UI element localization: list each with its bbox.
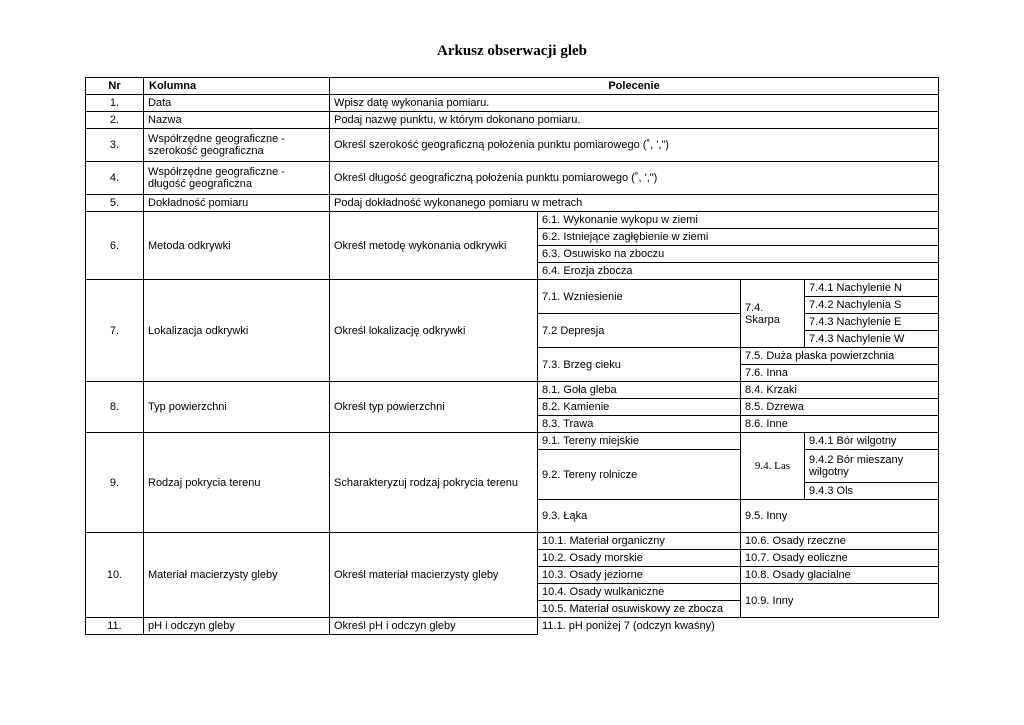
option-cell: 7.1. Wzniesienie — [538, 280, 741, 314]
row-instruction: Określ metodę wykonania odkrywki — [330, 212, 538, 280]
row-instruction: Określ szerokość geograficzną położenia punktu pomiarowego (˚, ',") — [330, 129, 939, 162]
option-cell: 9.3. Łąka — [538, 500, 741, 533]
option-cell: 8.6. Inne — [741, 416, 939, 433]
row-column-name: Współrzędne geograficzne - długość geograficzna — [144, 162, 330, 195]
row-number: 9. — [86, 433, 144, 533]
row-instruction: Określ typ powierzchni — [330, 382, 538, 433]
header-polecenie: Polecenie — [330, 78, 939, 95]
row-instruction: Scharakteryzuj rodzaj pokrycia terenu — [330, 433, 538, 533]
row-number: 6. — [86, 212, 144, 280]
option-cell: 10.4. Osady wulkaniczne — [538, 584, 741, 601]
option-cell: 10.1. Materiał organiczny — [538, 533, 741, 550]
option-cell: 9.4.1 Bór wilgotny — [805, 433, 939, 450]
row-column-name: Rodzaj pokrycia terenu — [144, 433, 330, 533]
row-number: 7. — [86, 280, 144, 382]
row-column-name: pH i odczyn gleby — [144, 618, 330, 635]
option-cell: 7.4.3 Nachylenie E — [805, 314, 939, 331]
option-cell: 7.4.2 Nachylenia S — [805, 297, 939, 314]
row-instruction: Określ długość geograficzną położenia punktu pomiarowego (˚, ',") — [330, 162, 939, 195]
row-instruction: Podaj dokładność wykonanego pomiaru w metrach — [330, 195, 939, 212]
option-cell: 6.1. Wykonanie wykopu w ziemi — [538, 212, 939, 229]
option-cell: 9.4.3 Ols — [805, 483, 939, 500]
table-row — [86, 129, 939, 162]
header-kolumna: Kolumna — [144, 78, 330, 95]
row-column-name: Data — [144, 95, 330, 112]
option-cell: 6.2. Istniejące zagłębienie w ziemi — [538, 229, 939, 246]
row-instruction: Podaj nazwę punktu, w którym dokonano pomiaru. — [330, 112, 939, 129]
option-cell: 10.5. Materiał osuwiskowy ze zbocza — [538, 601, 741, 618]
page-title: Arkusz obserwacji gleb — [437, 43, 587, 59]
header-nr: Nr — [86, 78, 144, 95]
option-cell: 7.4.1 Nachylenie N — [805, 280, 939, 297]
row-number: 4. — [86, 162, 144, 195]
option-cell: 8.1. Goła gleba — [538, 382, 741, 399]
option-cell: 7.3. Brzeg cieku — [538, 348, 741, 382]
row-number: 1. — [86, 95, 144, 112]
row-instruction: Określ lokalizację odkrywki — [330, 280, 538, 382]
table-row — [86, 112, 939, 129]
row-number: 8. — [86, 382, 144, 433]
option-cell: 10.9. Inny — [741, 584, 939, 618]
option-cell: 7.2 Depresja — [538, 314, 741, 348]
option-cell: 7.4.3 Nachylenie W — [805, 331, 939, 348]
option-cell: 7.4. Skarpa — [741, 280, 805, 348]
table-row — [86, 195, 939, 212]
row-instruction: Określ materiał macierzysty gleby — [330, 533, 538, 618]
option-cell: 8.4. Krzaki — [741, 382, 939, 399]
option-cell: 10.8. Osady glacialne — [741, 567, 939, 584]
option-cell: 8.2. Kamienie — [538, 399, 741, 416]
option-cell: 8.5. Dzrewa — [741, 399, 939, 416]
row-instruction: Określ pH i odczyn gleby — [330, 618, 538, 635]
row-column-name: Nazwa — [144, 112, 330, 129]
row-column-name: Współrzędne geograficzne - szerokość geograficzna — [144, 129, 330, 162]
observation-table — [85, 77, 939, 635]
table-header — [86, 78, 939, 95]
row-column-name: Materiał macierzysty gleby — [144, 533, 330, 618]
table-row — [86, 95, 939, 112]
option-cell: 9.5. Inny — [741, 500, 939, 533]
option-cell: 6.4. Erozja zbocza — [538, 263, 939, 280]
option-cell: 10.2. Osady morskie — [538, 550, 741, 567]
table-row — [86, 618, 939, 635]
option-cell: 7.6. Inna — [741, 365, 939, 382]
table-row — [86, 533, 939, 550]
row-instruction: Wpisz datę wykonania pomiaru. — [330, 95, 939, 112]
row-column-name: Dokładność pomiaru — [144, 195, 330, 212]
row-number: 11. — [86, 618, 144, 635]
table-row — [86, 382, 939, 399]
option-cell: 10.3. Osady jeziorne — [538, 567, 741, 584]
row-number: 3. — [86, 129, 144, 162]
row-number: 2. — [86, 112, 144, 129]
option-cell: 9.4.2 Bór mieszany wilgotny — [805, 450, 939, 483]
row-column-name: Metoda odkrywki — [144, 212, 330, 280]
option-cell: 9.4. Las — [741, 433, 805, 500]
table-row — [86, 212, 939, 229]
option-cell: 11.1. pH poniżej 7 (odczyn kwaśny) — [538, 618, 939, 635]
option-cell: 6.3. Osuwisko na zboczu — [538, 246, 939, 263]
table-row — [86, 280, 939, 297]
row-number: 5. — [86, 195, 144, 212]
table-row — [86, 162, 939, 195]
row-column-name: Lokalizacja odkrywki — [144, 280, 330, 382]
option-cell: 9.2. Tereny rolnicze — [538, 450, 741, 500]
option-cell: 7.5. Duża płaska powierzchnia — [741, 348, 939, 365]
option-cell: 9.1. Tereny miejskie — [538, 433, 741, 450]
row-number: 10. — [86, 533, 144, 618]
option-cell: 8.3. Trawa — [538, 416, 741, 433]
option-cell: 10.7. Osady eoliczne — [741, 550, 939, 567]
table-row — [86, 433, 939, 450]
row-column-name: Typ powierzchni — [144, 382, 330, 433]
option-cell: 10.6. Osady rzeczne — [741, 533, 939, 550]
